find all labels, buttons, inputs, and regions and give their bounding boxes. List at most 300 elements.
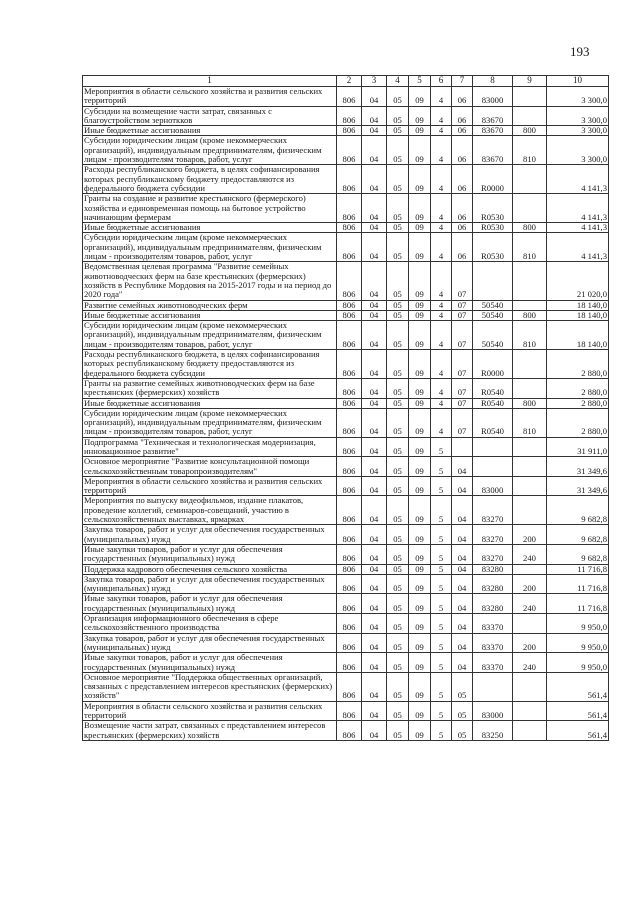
row-code-cell: 06 (452, 165, 473, 194)
row-code-cell: 06 (452, 126, 473, 136)
row-code-cell: 04 (362, 87, 387, 107)
row-code-cell (513, 496, 547, 525)
table-row (83, 544, 609, 564)
row-code-cell: 05 (387, 106, 409, 126)
row-code-cell: 4 (431, 126, 452, 136)
row-code-cell: R0530 (473, 233, 513, 262)
row-code-cell: 04 (362, 136, 387, 165)
table-row (83, 633, 609, 653)
row-code-cell: 806 (337, 633, 362, 653)
table-row (83, 398, 609, 408)
row-code-cell: 806 (337, 310, 362, 320)
row-code-cell: 5 (431, 594, 452, 614)
row-amount-cell: 11 716,8 (547, 594, 609, 614)
row-code-cell: 83270 (473, 544, 513, 564)
row-code-cell: 09 (409, 574, 431, 594)
row-code-cell: 04 (362, 165, 387, 194)
row-amount-cell: 3 300,0 (547, 126, 609, 136)
table-row (83, 437, 609, 457)
row-name-cell: Закупка товаров, работ и услуг для обеспечения государственных (муниципальных) нужд (83, 574, 337, 594)
row-code-cell: 5 (431, 633, 452, 653)
row-code-cell: 09 (409, 594, 431, 614)
table-row (83, 378, 609, 398)
row-code-cell: 09 (409, 87, 431, 107)
row-code-cell: 806 (337, 321, 362, 350)
row-code-cell: 04 (362, 262, 387, 300)
row-name-cell: Мероприятия в области сельского хозяйства и развития сельских территорий (83, 701, 337, 721)
row-code-cell: 5 (431, 672, 452, 701)
row-name-cell: Основное мероприятие "Развитие консультационной помощи сельскохозяйственным товаропроизводителям" (83, 457, 337, 477)
row-name-cell: Иные закупки товаров, работ и услуг для обеспечения государственных (муниципальных) нужд (83, 594, 337, 614)
row-code-cell: 83670 (473, 126, 513, 136)
row-code-cell: 05 (387, 233, 409, 262)
row-code-cell: 83250 (473, 721, 513, 741)
table-row (83, 165, 609, 194)
row-code-cell: 09 (409, 721, 431, 741)
row-code-cell: 06 (452, 223, 473, 233)
row-amount-cell: 4 141,3 (547, 165, 609, 194)
row-code-cell: 810 (513, 136, 547, 165)
row-code-cell: R0000 (473, 165, 513, 194)
row-code-cell: 240 (513, 544, 547, 564)
row-amount-cell: 9 682,8 (547, 544, 609, 564)
row-amount-cell: 11 716,8 (547, 564, 609, 574)
table-row (83, 106, 609, 126)
row-code-cell: 06 (452, 136, 473, 165)
row-code-cell: 05 (387, 300, 409, 310)
row-code-cell: 04 (362, 653, 387, 673)
row-code-cell: 09 (409, 398, 431, 408)
row-code-cell: 05 (387, 310, 409, 320)
row-code-cell (513, 721, 547, 741)
row-code-cell: 806 (337, 408, 362, 437)
table-row (83, 701, 609, 721)
row-name-cell: Гранты на создание и развитие крестьянского (фермерского) хозяйства и единовременная помощь на бытовое устройство начинающим фермерам (83, 194, 337, 223)
table-row (83, 350, 609, 379)
row-name-cell: Субсидии юридическим лицам (кроме некоммерческих организаций), индивидуальным предпринимателям, физическим лицам - производителям товаров, работ, услуг (83, 321, 337, 350)
row-code-cell: 50540 (473, 310, 513, 320)
row-code-cell: 05 (387, 672, 409, 701)
row-code-cell: 04 (362, 300, 387, 310)
row-code-cell: 04 (362, 594, 387, 614)
row-name-cell: Мероприятия в области сельского хозяйства и развития сельских территорий (83, 87, 337, 107)
row-name-cell: Мероприятия по выпуску видеофильмов, издание плакатов, проведение коллегий, семинаров-совещаний, участию в сельскохозяйственных выставках, ярмарках (83, 496, 337, 525)
row-code-cell: 05 (387, 437, 409, 457)
row-amount-cell: 2 880,0 (547, 350, 609, 379)
row-code-cell: 04 (452, 457, 473, 477)
row-amount-cell: 2 880,0 (547, 378, 609, 398)
row-code-cell: 4 (431, 310, 452, 320)
row-code-cell (513, 165, 547, 194)
row-code-cell: 806 (337, 136, 362, 165)
row-code-cell: 04 (452, 544, 473, 564)
row-name-cell: Иные закупки товаров, работ и услуг для обеспечения государственных (муниципальных) нужд (83, 544, 337, 564)
row-code-cell: R0000 (473, 350, 513, 379)
row-code-cell: 806 (337, 437, 362, 457)
row-code-cell: 05 (387, 126, 409, 136)
row-name-cell: Закупка товаров, работ и услуг для обеспечения государственных (муниципальных) нужд (83, 525, 337, 545)
row-code-cell: 05 (387, 594, 409, 614)
row-code-cell: 806 (337, 574, 362, 594)
row-code-cell: 05 (452, 672, 473, 701)
table-row (83, 136, 609, 165)
row-code-cell: 83370 (473, 633, 513, 653)
row-code-cell: 83000 (473, 476, 513, 496)
row-code-cell: 810 (513, 408, 547, 437)
table-row (83, 496, 609, 525)
row-amount-cell: 31 911,0 (547, 437, 609, 457)
row-code-cell: 05 (387, 321, 409, 350)
row-name-cell: Субсидии на возмещение части затрат, связанных с благоустройством зерноткков (83, 106, 337, 126)
row-code-cell (513, 701, 547, 721)
row-code-cell: 09 (409, 350, 431, 379)
row-code-cell: 83270 (473, 496, 513, 525)
row-code-cell: 05 (387, 194, 409, 223)
row-code-cell: 04 (362, 378, 387, 398)
row-code-cell: 806 (337, 300, 362, 310)
row-code-cell: 04 (362, 457, 387, 477)
row-code-cell (513, 437, 547, 457)
table-row (83, 223, 609, 233)
row-code-cell: 806 (337, 457, 362, 477)
row-code-cell: 800 (513, 223, 547, 233)
row-code-cell: 83670 (473, 136, 513, 165)
table-row (83, 614, 609, 634)
row-code-cell: 09 (409, 194, 431, 223)
row-code-cell: 806 (337, 87, 362, 107)
table-row (83, 525, 609, 545)
row-code-cell: 50540 (473, 300, 513, 310)
row-amount-cell: 31 349,6 (547, 457, 609, 477)
row-amount-cell: 3 300,0 (547, 136, 609, 165)
row-code-cell: 04 (362, 350, 387, 379)
row-code-cell: 07 (452, 262, 473, 300)
row-code-cell: 04 (362, 126, 387, 136)
row-code-cell: 09 (409, 408, 431, 437)
table-row (83, 564, 609, 574)
row-code-cell: R0530 (473, 223, 513, 233)
row-code-cell: 05 (387, 136, 409, 165)
row-code-cell: 04 (452, 525, 473, 545)
row-code-cell: 05 (387, 223, 409, 233)
row-code-cell: 5 (431, 476, 452, 496)
row-code-cell: 04 (362, 633, 387, 653)
row-amount-cell: 561,4 (547, 672, 609, 701)
row-code-cell: 05 (387, 457, 409, 477)
row-code-cell (473, 457, 513, 477)
row-code-cell: 83280 (473, 574, 513, 594)
row-code-cell: 04 (452, 564, 473, 574)
row-code-cell: 83280 (473, 564, 513, 574)
row-code-cell: 04 (362, 233, 387, 262)
row-code-cell (513, 350, 547, 379)
row-code-cell: R0540 (473, 398, 513, 408)
row-code-cell: 806 (337, 476, 362, 496)
row-code-cell: 806 (337, 672, 362, 701)
row-code-cell: 09 (409, 223, 431, 233)
row-code-cell (513, 457, 547, 477)
row-code-cell: 09 (409, 653, 431, 673)
column-header: 7 (452, 76, 473, 87)
row-code-cell: 4 (431, 378, 452, 398)
row-amount-cell: 561,4 (547, 701, 609, 721)
row-code-cell (513, 564, 547, 574)
column-header: 10 (547, 76, 609, 87)
table-row (83, 594, 609, 614)
table-row (83, 194, 609, 223)
row-code-cell: 09 (409, 457, 431, 477)
row-code-cell: 09 (409, 496, 431, 525)
row-code-cell: 07 (452, 378, 473, 398)
row-name-cell: Закупка товаров, работ и услуг для обеспечения государственных (муниципальных) нужд (83, 633, 337, 653)
row-name-cell: Развитие семейных животноводческих ферм (83, 300, 337, 310)
row-code-cell: 09 (409, 300, 431, 310)
row-code-cell: 83670 (473, 106, 513, 126)
row-code-cell: 04 (452, 476, 473, 496)
row-code-cell (513, 300, 547, 310)
row-code-cell: 83270 (473, 525, 513, 545)
row-amount-cell: 18 140,0 (547, 300, 609, 310)
row-amount-cell: 11 716,8 (547, 574, 609, 594)
row-code-cell: 05 (387, 378, 409, 398)
row-code-cell: 05 (387, 165, 409, 194)
table-row (83, 721, 609, 741)
row-code-cell: 09 (409, 672, 431, 701)
row-code-cell: 09 (409, 165, 431, 194)
row-amount-cell: 21 020,0 (547, 262, 609, 300)
row-code-cell: 04 (362, 106, 387, 126)
row-name-cell: Расходы республиканского бюджета, в целях софинансирования которых республиканскому бюджету предоставляются из федерального бюджета субсидии (83, 165, 337, 194)
row-name-cell: Расходы республиканского бюджета, в целях софинансирования которых республиканскому бюджету предоставляются из федерального бюджета субсидии (83, 350, 337, 379)
row-code-cell: 83000 (473, 87, 513, 107)
row-code-cell: 04 (362, 721, 387, 741)
row-code-cell: 05 (387, 408, 409, 437)
row-amount-cell: 2 880,0 (547, 398, 609, 408)
row-code-cell: 04 (362, 408, 387, 437)
row-code-cell: 09 (409, 437, 431, 457)
row-code-cell: 09 (409, 321, 431, 350)
row-name-cell: Иные бюджетные ассигнования (83, 310, 337, 320)
row-code-cell: 5 (431, 721, 452, 741)
row-code-cell: 4 (431, 262, 452, 300)
row-code-cell: 05 (452, 721, 473, 741)
row-code-cell: 04 (362, 672, 387, 701)
row-code-cell: 806 (337, 126, 362, 136)
row-code-cell: 09 (409, 544, 431, 564)
row-code-cell: 04 (362, 701, 387, 721)
row-code-cell: 4 (431, 165, 452, 194)
row-amount-cell: 4 141,3 (547, 194, 609, 223)
table-row (83, 408, 609, 437)
row-code-cell: 83280 (473, 594, 513, 614)
row-code-cell: 09 (409, 262, 431, 300)
row-code-cell: 4 (431, 87, 452, 107)
row-code-cell: 06 (452, 194, 473, 223)
row-name-cell: Поддержка кадрового обеспечения сельского хозяйства (83, 564, 337, 574)
row-code-cell: 4 (431, 350, 452, 379)
row-code-cell (513, 672, 547, 701)
column-header: 5 (409, 76, 431, 87)
row-code-cell: 04 (362, 476, 387, 496)
row-code-cell: 806 (337, 594, 362, 614)
table-row (83, 672, 609, 701)
row-code-cell: 810 (513, 321, 547, 350)
row-code-cell: 806 (337, 496, 362, 525)
column-header: 9 (513, 76, 547, 87)
row-amount-cell: 3 300,0 (547, 87, 609, 107)
row-name-cell: Возмещение части затрат, связанных с представлением интересов крестьянских (фермерских) хозяйств (83, 721, 337, 741)
row-name-cell: Субсидии юридическим лицам (кроме некоммерческих организаций), индивидуальным предпринимателям, физическим лицам - производителям товаров, работ, услуг (83, 408, 337, 437)
row-code-cell: 05 (387, 721, 409, 741)
row-amount-cell: 9 950,0 (547, 633, 609, 653)
row-code-cell: 09 (409, 310, 431, 320)
row-code-cell: 50540 (473, 321, 513, 350)
row-code-cell (473, 672, 513, 701)
row-code-cell: 5 (431, 457, 452, 477)
row-code-cell: 04 (452, 653, 473, 673)
row-code-cell: 06 (452, 233, 473, 262)
row-name-cell: Иные бюджетные ассигнования (83, 223, 337, 233)
row-code-cell: 05 (387, 496, 409, 525)
column-header: 2 (337, 76, 362, 87)
row-code-cell: 09 (409, 701, 431, 721)
row-code-cell: 83370 (473, 653, 513, 673)
row-code-cell: R0540 (473, 378, 513, 398)
row-amount-cell: 2 880,0 (547, 408, 609, 437)
row-code-cell: 05 (387, 350, 409, 379)
row-name-cell: Гранты на развитие семейных животноводческих ферм на базе крестьянских (фермерских) хозяйств (83, 378, 337, 398)
row-amount-cell: 561,4 (547, 721, 609, 741)
table-row (83, 300, 609, 310)
row-amount-cell: 18 140,0 (547, 310, 609, 320)
row-name-cell: Субсидии юридическим лицам (кроме некоммерческих организаций), индивидуальным предпринимателям, физическим лицам - производителям товаров, работ, услуг (83, 136, 337, 165)
row-code-cell: 05 (387, 398, 409, 408)
row-code-cell: 09 (409, 564, 431, 574)
row-code-cell: 07 (452, 321, 473, 350)
row-code-cell (513, 476, 547, 496)
row-code-cell: 04 (452, 614, 473, 634)
row-name-cell: Иные бюджетные ассигнования (83, 126, 337, 136)
row-code-cell: 800 (513, 126, 547, 136)
row-code-cell: 05 (387, 544, 409, 564)
row-code-cell: 04 (362, 564, 387, 574)
row-code-cell: 09 (409, 525, 431, 545)
row-code-cell: 05 (387, 633, 409, 653)
row-amount-cell: 9 950,0 (547, 614, 609, 634)
row-code-cell: 09 (409, 476, 431, 496)
row-code-cell: 806 (337, 653, 362, 673)
table-row (83, 321, 609, 350)
row-code-cell (473, 262, 513, 300)
table-row (83, 233, 609, 262)
row-code-cell: 806 (337, 194, 362, 223)
column-header: 4 (387, 76, 409, 87)
row-code-cell: 5 (431, 437, 452, 457)
row-code-cell (452, 437, 473, 457)
row-code-cell: 04 (452, 574, 473, 594)
row-code-cell: 806 (337, 701, 362, 721)
table-row (83, 574, 609, 594)
row-code-cell: 4 (431, 194, 452, 223)
table-row (83, 87, 609, 107)
row-amount-cell: 9 682,8 (547, 496, 609, 525)
row-code-cell (513, 262, 547, 300)
row-code-cell: 09 (409, 633, 431, 653)
row-code-cell: 09 (409, 126, 431, 136)
row-code-cell: 05 (387, 574, 409, 594)
row-code-cell: 806 (337, 525, 362, 545)
row-code-cell (513, 194, 547, 223)
row-code-cell: 04 (452, 594, 473, 614)
row-code-cell: 05 (387, 525, 409, 545)
column-header: 6 (431, 76, 452, 87)
row-code-cell: 05 (387, 87, 409, 107)
row-code-cell: 5 (431, 544, 452, 564)
row-name-cell: Иные закупки товаров, работ и услуг для обеспечения государственных (муниципальных) нужд (83, 653, 337, 673)
row-code-cell: 04 (362, 614, 387, 634)
row-name-cell: Подпрограмма "Техническая и технологическая модернизация, инновационное развитие" (83, 437, 337, 457)
row-name-cell: Иные бюджетные ассигнования (83, 398, 337, 408)
row-code-cell: 806 (337, 378, 362, 398)
row-amount-cell: 9 682,8 (547, 525, 609, 545)
row-code-cell: 05 (387, 701, 409, 721)
row-amount-cell: 18 140,0 (547, 321, 609, 350)
row-code-cell (513, 614, 547, 634)
row-code-cell: 806 (337, 165, 362, 194)
row-code-cell: 05 (387, 476, 409, 496)
row-code-cell: 07 (452, 398, 473, 408)
row-code-cell: 09 (409, 378, 431, 398)
row-name-cell: Субсидии юридическим лицам (кроме некоммерческих организаций), индивидуальным предпринимателям, физическим лицам - производителям товаров, работ, услуг (83, 233, 337, 262)
row-name-cell: Организация информационного обеспечения в сфере сельскохозяйственного производства (83, 614, 337, 634)
row-code-cell: 09 (409, 614, 431, 634)
row-name-cell: Мероприятия в области сельского хозяйства и развития сельских территорий (83, 476, 337, 496)
table-row (83, 653, 609, 673)
row-code-cell: R0540 (473, 408, 513, 437)
row-code-cell: 07 (452, 408, 473, 437)
row-amount-cell: 4 141,3 (547, 233, 609, 262)
row-code-cell: 806 (337, 223, 362, 233)
row-code-cell: 05 (387, 614, 409, 634)
row-code-cell: 4 (431, 223, 452, 233)
row-code-cell: 806 (337, 544, 362, 564)
row-amount-cell: 3 300,0 (547, 106, 609, 126)
row-code-cell: 05 (387, 564, 409, 574)
row-code-cell: 806 (337, 106, 362, 126)
row-code-cell: 05 (452, 701, 473, 721)
row-code-cell: R0530 (473, 194, 513, 223)
row-code-cell: 09 (409, 106, 431, 126)
table-header-row (83, 76, 609, 87)
column-header: 3 (362, 76, 387, 87)
page-number: 193 (570, 44, 590, 59)
row-code-cell: 04 (362, 574, 387, 594)
table-row (83, 457, 609, 477)
row-code-cell: 04 (452, 496, 473, 525)
row-code-cell: 200 (513, 633, 547, 653)
row-code-cell: 810 (513, 233, 547, 262)
row-code-cell: 5 (431, 701, 452, 721)
row-name-cell: Ведомственная целевая программа "Развитие семейных животноводческих ферм на базе крестьянских (фермерских) хозяйств в Республике Мордовия на 2015-2017 годы и на период до 2020 года" (83, 262, 337, 300)
row-code-cell: 240 (513, 594, 547, 614)
row-code-cell: 200 (513, 574, 547, 594)
row-code-cell: 4 (431, 398, 452, 408)
row-code-cell (473, 437, 513, 457)
table-row (83, 310, 609, 320)
row-code-cell (513, 378, 547, 398)
row-code-cell: 4 (431, 233, 452, 262)
row-code-cell: 04 (362, 525, 387, 545)
